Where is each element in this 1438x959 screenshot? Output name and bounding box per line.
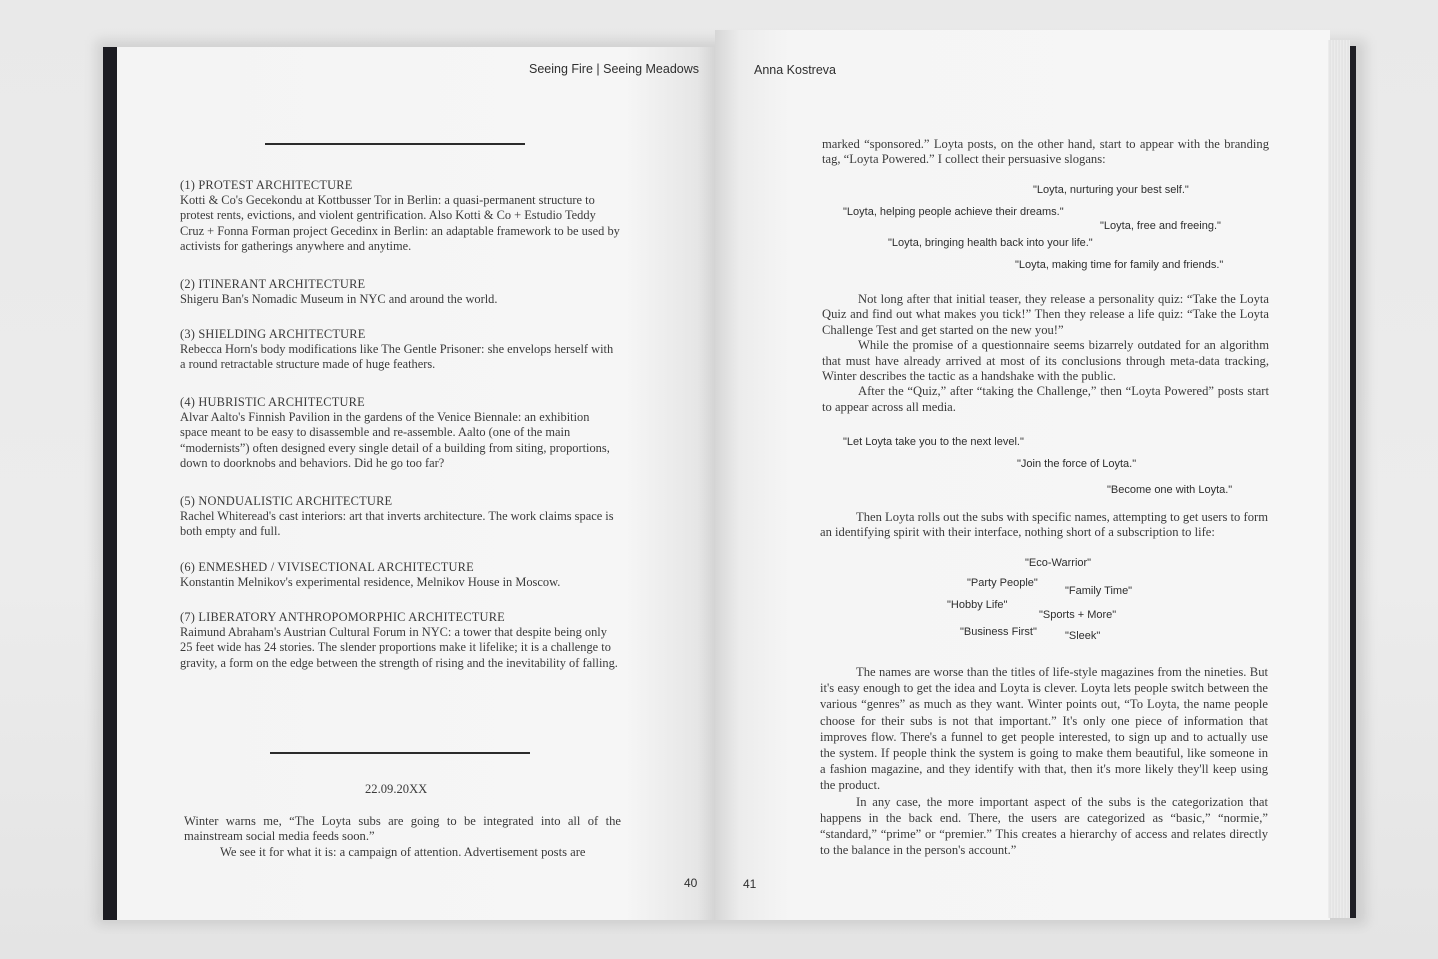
entry-body: Rachel Whiteread's cast interiors: art that inverts architecture. The work claims space is both empty and full. (180, 509, 614, 539)
slogan: "Loyta, making time for family and friends." (1015, 259, 1224, 271)
entry-body: Rebecca Horn's body modifications like The Gentle Prisoner: she envelops herself with a round retractable structure made of huge feathers. (180, 342, 614, 372)
closing-text (184, 814, 621, 860)
sub-name: "Family Time" (1065, 585, 1133, 597)
paragraph-group-quiz (822, 292, 1269, 415)
entry-title: (1) PROTEST ARCHITECTURE (180, 178, 353, 192)
entry-title: (7) LIBERATORY ANTHROPOMORPHIC ARCHITECTURE (180, 610, 505, 624)
architecture-entry-2 (180, 277, 620, 307)
paragraph-subs: Then Loyta rolls out the subs with specific names, attempting to get users to form an identifying spirit with their interface, nothing short of a subscription to life: (820, 510, 1268, 540)
architecture-entry-3 (180, 327, 620, 373)
paragraph-questionnaire: While the promise of a questionnaire seems bizarrely outdated for an algorithm that must have already arrived at most of its conclusions through meta-data tracking, Winter describes the tactic as a handshake with the public. (822, 338, 1269, 384)
closing-paragraph-2: We see it for what it is: a campaign of attention. Advertisement posts are (220, 844, 586, 859)
running-head-right: Anna Kostreva (754, 63, 836, 77)
sub-name: "Sleek" (1065, 630, 1101, 642)
slogan: "Loyta, free and freeing." (1100, 220, 1221, 232)
slogan: "Join the force of Loyta." (1017, 458, 1137, 470)
page-number-right: 41 (743, 877, 757, 891)
slogan: "Become one with Loyta." (1107, 484, 1233, 496)
page-stack (1328, 40, 1350, 918)
diary-date: 22.09.20XX (365, 782, 428, 796)
slogan: "Loyta, nurturing your best self." (1033, 184, 1189, 196)
entry-body: Konstantin Melnikov's experimental residence, Melnikov House in Moscow. (180, 575, 561, 590)
entry-title: (4) HUBRISTIC ARCHITECTURE (180, 395, 365, 409)
paragraph-categorization: In any case, the more important aspect of the subs is the categorization that happens in the back end. There, the users are categorized as “basic,” “normie,” “standard,” “prime” or “premier.” This creates a hierarchy of access and relates directly to the balance in the person's account.” (820, 794, 1268, 858)
architecture-entry-4 (180, 395, 620, 471)
entry-body: Kotti & Co's Gecekondu at Kottbusser Tor in Berlin: a quasi-permanent structure to protest rents, evictions, and violent gentrification. Also Kotti & Co + Estudio Teddy Cruz + Fonna Forman project Gecedinx in Berlin: an adaptable framework to be used by activists for gatherings anywhere and anytime. (180, 193, 620, 253)
sub-name: "Sports + More" (1039, 609, 1117, 621)
architecture-entry-1 (180, 178, 620, 254)
closing-paragraph-1: Winter warns me, “The Loyta subs are going to be integrated into all of the mainstream social media feeds soon.” (184, 814, 621, 844)
architecture-entry-6 (180, 560, 620, 590)
sub-name: "Business First" (960, 626, 1037, 638)
slogan: "Loyta, helping people achieve their dreams." (843, 206, 1064, 218)
entry-body: Shigeru Ban's Nomadic Museum in NYC and around the world. (180, 292, 498, 307)
architecture-entry-7 (180, 610, 620, 671)
slogan: "Let Loyta take you to the next level." (843, 436, 1024, 448)
section-divider-top (265, 143, 525, 145)
paragraph-genres: The names are worse than the titles of life-style magazines from the nineties. But it's easy enough to get the idea and Loyta is clever. Loyta lets people switch between the various “genres” as much as they want. Winter points out, “To Loyta, the name people choose for their subs is not that important.” It's only one piece of information that improves flow. There's a funnel to get people interested, to sign up and to actually use the system. If people think the system is going to make them beautiful, like someone in a fashion magazine, and they identify with that, then it's more likely they'll keep using the product. (820, 665, 1268, 793)
entry-title: (2) ITINERANT ARCHITECTURE (180, 277, 366, 291)
entry-title: (5) NONDUALISTIC ARCHITECTURE (180, 494, 393, 508)
paragraph-loyta-powered: After the “Quiz,” after “taking the Challenge,” then “Loyta Powered” posts start to appear across all media. (822, 384, 1269, 414)
book-cover-edge (103, 47, 117, 920)
paragraph-group-genres (820, 664, 1268, 858)
running-head-left: Seeing Fire | Seeing Meadows (529, 62, 700, 76)
sub-name: "Party People" (967, 577, 1038, 589)
architecture-entry-5 (180, 494, 620, 540)
slogan: "Loyta, bringing health back into your life." (888, 237, 1093, 249)
section-divider-bottom (270, 752, 530, 754)
back-cover-edge (1350, 46, 1356, 918)
entry-body: Alvar Aalto's Finnish Pavilion in the gardens of the Venice Biennale: an exhibition space meant to be easy to disassemble and re-assemble. Aalto (one of the main “modernists”) often designed every single detail of a building from siting, proportions, down to doorknobs and behaviors. Did he go too far? (180, 410, 610, 470)
sub-name: "Eco-Warrior" (1025, 557, 1092, 569)
entry-title: (3) SHIELDING ARCHITECTURE (180, 327, 366, 341)
sub-name: "Hobby Life" (947, 599, 1008, 611)
entry-title: (6) ENMESHED / VIVISECTIONAL ARCHITECTURE (180, 560, 474, 574)
entry-body: Raimund Abraham's Austrian Cultural Forum in NYC: a tower that despite being only 25 feet wide has 24 stories. The slender proportions make it lifelike; it is a challenge to gravity, a form on the edge between the strength of rising and the inevitability of falling. (180, 625, 618, 670)
paragraph-intro: marked “sponsored.” Loyta posts, on the other hand, start to appear with the branding tag, “Loyta Powered.” I collect their persuasive slogans: (822, 137, 1269, 167)
paragraph-quiz: Not long after that initial teaser, they release a personality quiz: “Take the Loyta Quiz and find out what makes you tick!” Then they release a life quiz: “Take the Loyta Challenge Test and get started on the new you!” (822, 292, 1269, 337)
page-number-left: 40 (684, 876, 698, 890)
